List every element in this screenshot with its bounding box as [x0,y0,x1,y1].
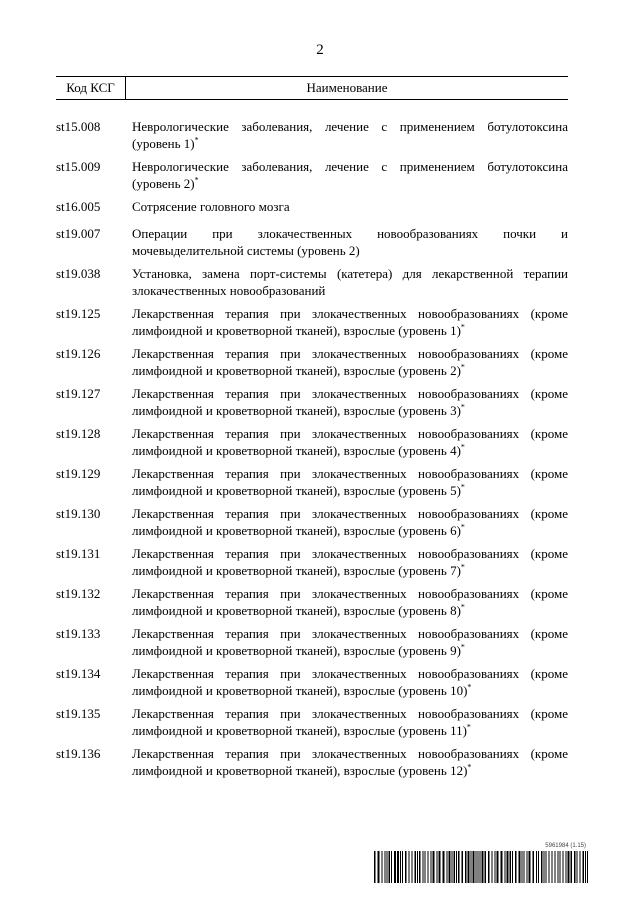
ksg-name-text: Лекарственная терапия при злокачественных новообразованиях (кроме лимфоидной и кроветворной тканей), взрослые (уровень 3) [132,386,568,418]
barcode-bar [447,851,448,883]
ksg-name-text: Сотрясение головного мозга [132,199,290,214]
ksg-code: st15.008 [56,119,101,134]
table-row [56,625,568,659]
barcode-bar [402,851,403,883]
barcode-bar [529,851,531,883]
table-row [56,198,568,215]
barcode-bar [468,851,470,883]
footnote-mark: * [460,362,465,372]
barcode-bar [456,851,457,883]
barcode-bar [566,851,567,883]
ksg-code: st15.009 [56,159,101,174]
table-row [56,345,568,379]
table-row [56,705,568,739]
barcode-image [374,851,590,883]
barcode-bar [409,851,410,883]
barcode-bar [583,851,585,883]
barcode-bar [533,851,535,883]
ksg-name [132,345,568,379]
barcode-bar [417,851,418,883]
barcode-bar [465,851,467,883]
ksg-name-text: Установка, замена порт-системы (катетера) для лекарственной терапии злокачественных новообразований [132,266,568,298]
barcode-bar [495,851,496,883]
ksg-name [132,665,568,699]
barcode-bar [536,851,537,883]
ksg-name-text: Лекарственная терапия при злокачественных новообразованиях (кроме лимфоидной и кроветворной тканей), взрослые (уровень 2) [132,346,568,378]
footnote-mark: * [460,522,465,532]
ksg-name-text: Лекарственная терапия при злокачественных новообразованиях (кроме лимфоидной и кроветворной тканей), взрослые (уровень 12) [132,746,568,778]
ksg-name [132,505,568,539]
barcode-bar [389,851,391,883]
ksg-name [132,465,568,499]
barcode-bar [412,851,413,883]
barcode-bar [378,851,380,883]
footnote-mark: * [460,602,465,612]
ksg-name [132,225,568,259]
barcode-bar [476,851,477,883]
footnote-mark: * [467,682,472,692]
ksg-name-text: Лекарственная терапия при злокачественных новообразованиях (кроме лимфоидной и кроветворной тканей), взрослые (уровень 4) [132,426,568,458]
barcode-bar [585,851,586,883]
barcode-bar [458,851,460,883]
barcode-bar [385,851,386,883]
barcode-bar [519,851,521,883]
barcode-bar [546,851,547,883]
ksg-name [132,385,568,419]
ksg-code: st19.128 [56,426,101,441]
table-row [56,425,568,459]
barcode-bar [485,851,487,883]
barcode-bar [473,851,475,883]
barcode-bar [552,851,553,883]
barcode-bar [522,851,523,883]
barcode-bar [555,851,556,883]
barcode-bar [574,851,576,883]
barcode-bar [439,851,441,883]
barcode-bar [391,851,392,883]
barcode-bar [492,851,493,883]
ksg-name-text: Лекарственная терапия при злокачественных новообразованиях (кроме лимфоидной и кроветворной тканей), взрослые (уровень 9) [132,626,568,658]
ksg-code: st19.125 [56,306,101,321]
barcode-bar [423,851,424,883]
table-row [56,225,568,259]
footnote-mark: * [460,322,465,332]
barcode-bar [482,851,484,883]
barcode-bar [558,851,559,883]
footnote-mark: * [194,175,199,185]
table-row [56,745,568,779]
ksg-name [132,625,568,659]
ksg-name-text: Лекарственная терапия при злокачественных новообразованиях (кроме лимфоидной и кроветворной тканей), взрослые (уровень 10) [132,666,568,698]
barcode-bar [405,851,407,883]
barcode-bar [382,851,383,883]
table-row [56,505,568,539]
ksg-code: st19.038 [56,266,101,281]
ksg-code: st19.126 [56,346,101,361]
ksg-code: st19.133 [56,626,101,641]
barcode-bar [394,851,396,883]
table-row [56,158,568,192]
ksg-code: st19.134 [56,666,101,681]
ksg-name-text: Лекарственная терапия при злокачественных новообразованиях (кроме лимфоидной и кроветворной тканей), взрослые (уровень 5) [132,466,568,498]
table-row [56,305,568,339]
barcode-bar [387,851,388,883]
barcode-number: 5961984 (1.15) [545,843,586,849]
table-row [56,465,568,499]
barcode-bar [510,851,512,883]
ksg-name [132,585,568,619]
barcode-bar [505,851,506,883]
barcode-bar [443,851,445,883]
barcode-bar [419,851,421,883]
footnote-mark: * [460,482,465,492]
barcode-bar [437,851,438,883]
barcode-bar [428,851,429,883]
barcode-bar [488,851,490,883]
table-body [56,118,568,779]
footnote-mark: * [460,402,465,412]
barcode-bar [462,851,464,883]
barcode-bar [549,851,550,883]
barcode-block [374,843,590,885]
ksg-name-text: Неврологические заболевания, лечение с применением ботулотоксина (уровень 1) [132,119,568,151]
barcode-bar [454,851,456,883]
ksg-name-text: Неврологические заболевания, лечение с применением ботулотоксина (уровень 2) [132,159,568,191]
footnote-mark: * [194,135,199,145]
barcode-bar [480,851,481,883]
ksg-code: st19.132 [56,586,101,601]
barcode-bar [563,851,564,883]
ksg-name-text: Лекарственная терапия при злокачественных новообразованиях (кроме лимфоидной и кроветворной тканей), взрослые (уровень 8) [132,586,568,618]
footnote-mark: * [460,642,465,652]
barcode-bar [501,851,503,883]
table-row [56,585,568,619]
ksg-code: st19.007 [56,226,101,241]
barcode-bar [541,851,543,883]
ksg-name [132,158,568,192]
barcode-bar [577,851,578,883]
ksg-code: st19.135 [56,706,101,721]
footnote-mark: * [460,562,465,572]
table-row [56,265,568,299]
barcode-bar [571,851,573,883]
barcode-bar [538,851,539,883]
ksg-name [132,745,568,779]
barcode-bar [425,851,426,883]
ksg-name-text: Операции при злокачественных новообразованиях почки и мочевыделительной системы (уровень 2) [132,226,568,258]
ksg-name [132,705,568,739]
table-row [56,385,568,419]
table-row [56,118,568,152]
barcode-bar [497,851,499,883]
footnote-mark: * [466,722,471,732]
page-number: 2 [316,42,324,58]
ksg-code: st19.130 [56,506,101,521]
barcode-bar [400,851,401,883]
barcode-bar [512,851,513,883]
barcode-bar [471,851,472,883]
ksg-name [132,425,568,459]
ksg-name [132,305,568,339]
footnote-mark: * [460,442,465,452]
barcode-bar [397,851,399,883]
barcode-bar [527,851,528,883]
barcode-bar [431,851,432,883]
barcode-bar [452,851,453,883]
ksg-code: st16.005 [56,199,101,214]
ksg-name [132,545,568,579]
barcode-bar [374,851,376,883]
header-name: Наименование [306,80,388,95]
ksg-code: st19.127 [56,386,101,401]
ksg-name [132,265,568,299]
header-code: Код КСГ [56,77,126,99]
barcode-bar [580,851,581,883]
ksg-table [56,76,568,785]
barcode-bar [507,851,509,883]
table-header [56,76,568,100]
ksg-name-text: Лекарственная терапия при злокачественных новообразованиях (кроме лимфоидной и кроветворной тканей), взрослые (уровень 11) [132,706,568,738]
barcode-bar [433,851,435,883]
ksg-name-text: Лекарственная терапия при злокачественных новообразованиях (кроме лимфоидной и кроветворной тканей), взрослые (уровень 7) [132,546,568,578]
ksg-code: st19.129 [56,466,101,481]
barcode-bar [515,851,517,883]
barcode-bar [449,851,451,883]
barcode-bar [560,851,561,883]
ksg-code: st19.131 [56,546,101,561]
barcode-bar [587,851,588,883]
ksg-name [132,198,568,215]
ksg-code: st19.136 [56,746,101,761]
table-row [56,545,568,579]
ksg-name-text: Лекарственная терапия при злокачественных новообразованиях (кроме лимфоидной и кроветворной тканей), взрослые (уровень 1) [132,306,568,338]
barcode-bar [568,851,570,883]
footnote-mark: * [467,762,472,772]
ksg-name-text: Лекарственная терапия при злокачественных новообразованиях (кроме лимфоидной и кроветворной тканей), взрослые (уровень 6) [132,506,568,538]
barcode-bar [544,851,545,883]
ksg-name [132,118,568,152]
barcode-bar [478,851,479,883]
barcode-bar [415,851,417,883]
table-row [56,665,568,699]
barcode-bar [524,851,525,883]
